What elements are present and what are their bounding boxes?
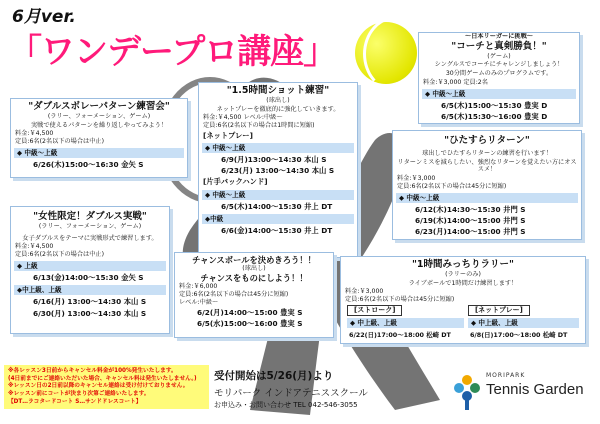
card-fee: 料金:￥4,500 レベル:中級～ — [203, 114, 283, 122]
card-fee: 料金:￥3,000 — [397, 175, 436, 183]
card-subtitle: (ラリーのみ) — [445, 270, 481, 278]
level-bar: ◆中上級、上級 — [14, 285, 166, 295]
card-description: シングルスでコーチにチャレンジしましょう！ — [434, 61, 564, 69]
level-bar: ◆ 上級 — [14, 261, 166, 271]
card-title: "ひたすらリターン" — [444, 135, 530, 146]
card-capacity: 定員:6名(2名以下の場合は中止) — [15, 251, 105, 259]
schedule-row[interactable]: 6/12(木)14:30～15:30 井門 S — [415, 204, 526, 214]
card-subtitle: (球出し) — [242, 265, 266, 273]
card-capacity: 定員:6名(2名以下の場合は45分に短縮) — [345, 296, 455, 304]
section-title-backhand: [片手バックハンド] — [203, 177, 268, 187]
logo-small-text: MORIPARK — [486, 372, 526, 379]
card-description: ネットプレーを徹底的に強化していきます。 — [216, 105, 340, 113]
card-coach-match[interactable] — [418, 32, 580, 124]
schedule-row[interactable]: 6/5(木)15:30～16:00 豊実 D — [441, 111, 548, 121]
card-description: 球出しでひたすらリターンの練習を行います！ — [422, 149, 552, 157]
column-header-netplay: [ネットプレー] — [468, 305, 530, 316]
card-fee: 料金:￥6,000 — [179, 283, 218, 291]
level-bar: ◆中級 — [202, 214, 354, 224]
card-description: リターンミスを減らしたい、強烈なリターンを覚えたい方にオススメ！ — [397, 158, 577, 174]
schedule-row[interactable]: 6/2(月)14:00～15:00 豊実 S — [197, 307, 303, 317]
note-line: 【DT…ラコタードコート S…サンドドレスコート】 — [8, 398, 142, 405]
card-title: "コーチと真剣勝負！" — [451, 40, 547, 52]
registration-start: 受付開始は5/26(月)より — [214, 370, 334, 382]
card-title-secondary: チャンスをものにしよう！！ — [200, 273, 308, 284]
note-line: ※レッスン日の2日前以降のキャンセル連絡は受け付けておりません。 — [8, 383, 189, 390]
card-description: 30分間ゲームのみのプログラムです。 — [445, 70, 553, 78]
column-header-stroke: [ストローク] — [347, 305, 402, 316]
schedule-row[interactable]: 6/30(月) 13:00～14:30 本山 S — [33, 308, 147, 318]
card-women-doubles[interactable] — [10, 206, 170, 334]
card-subtitle: (ラリー、フォーメーション、ゲーム) — [38, 222, 142, 230]
card-chance-ball[interactable] — [174, 252, 334, 338]
level-bar: ◆ 中級～上級 — [422, 89, 576, 99]
card-subtitle: (球出し) — [266, 96, 290, 104]
version-label: 6月ver. — [12, 7, 76, 27]
schedule-row[interactable]: 6/5(木)15:00～15:30 豊実 D — [441, 100, 548, 110]
card-subtitle: (ラリー、フォーメーション、ゲーム) — [47, 112, 151, 120]
schedule-row[interactable]: 6/9(月)13:00～14:30 本山 S — [221, 155, 327, 165]
note-line: ※レッスン前にコートが決まり次第ご連絡いたします。 — [8, 391, 150, 398]
schedule-row[interactable]: 6/6(金)14:00～15:30 井上 DT — [221, 226, 333, 236]
tree-logo-icon — [452, 372, 482, 412]
card-level: レベル:中級～ — [179, 298, 219, 306]
schedule-row[interactable]: 6/13(金)14:00～15:30 金矢 S — [33, 273, 144, 283]
card-capacity: 定員:6名(2名以下の場合は1時間に短縮) — [203, 122, 315, 130]
level-bar: ◆ 中級～上級 — [396, 193, 578, 203]
card-fee: 料金:￥4,500 — [15, 243, 54, 251]
schedule-row[interactable]: 6/23(月) 13:00～14:30 本山 S — [221, 166, 335, 176]
cancellation-notes — [4, 365, 209, 409]
schedule-row[interactable]: 6/5(水)15:00～16:00 豊実 S — [197, 318, 303, 328]
schedule-row[interactable]: 6/5(木)14:00～15:30 井上 DT — [221, 201, 333, 211]
card-title: チャンスボールを決めきろう！！ — [192, 255, 316, 265]
note-line: ※各レッスン3日前からキャンセル料金が100%発生いたします。 — [8, 368, 177, 374]
card-fee: 料金:￥3,000 定員:2名 — [423, 78, 488, 86]
level-bar: ◆ 中上級、上級 — [468, 318, 579, 328]
note-line: (4日前までにご連絡いただいた場合、キャンセル料は発生いたしません。) — [8, 375, 197, 382]
school-name: モリパーク インドアテニススクール — [214, 388, 368, 399]
card-capacity: 定員:6名(2名以下の場合は45分に短縮) — [397, 182, 507, 190]
card-shot-practice[interactable] — [198, 82, 358, 258]
card-subtitle: (ゲーム) — [487, 52, 511, 60]
schedule-row[interactable]: 6/16(月) 13:00～14:30 本山 S — [33, 297, 147, 307]
schedule-row[interactable]: 6/26(木)15:00～16:30 金矢 S — [33, 160, 144, 170]
card-title: "ダブルスボレーパターン練習会" — [28, 101, 170, 112]
contact-phone[interactable]: お申込み・お問い合わせ TEL 042-546-3055 — [214, 401, 358, 409]
schedule-row[interactable]: 6/19(木)14:00～15:00 井門 S — [415, 215, 526, 225]
schedule-row[interactable]: 6/22(日)17:00～18:00 松崎 DT — [349, 330, 451, 339]
card-capacity: 定員:6名(2名以下の場合は中止) — [15, 138, 105, 146]
level-bar: ◆ 中級～上級 — [202, 190, 354, 200]
level-bar: ◆ 中上級、上級 — [347, 318, 464, 328]
card-title: "1.5時間ショット練習" — [226, 85, 330, 96]
card-doubles-volley[interactable] — [10, 98, 188, 178]
card-tagline: ～日本リーガーに挑戦～ — [465, 33, 533, 40]
tennis-ball-icon — [355, 22, 417, 84]
schedule-row[interactable]: 6/23(月)14:00～15:00 井門 S — [415, 227, 526, 237]
card-title: "女性限定！ダブルス実戦" — [33, 211, 147, 222]
card-rally[interactable] — [340, 256, 586, 344]
card-capacity: 定員:6名(2名以下の場合は45分に短縮) — [179, 291, 289, 299]
card-fee: 料金:￥3,000 — [345, 288, 384, 296]
level-bar: ◆ 中級～上級 — [14, 148, 184, 158]
section-title-netplay: [ネットプレー] — [203, 130, 253, 140]
card-return-practice[interactable] — [392, 130, 582, 240]
page-title: 「ワンデープロ講座」 — [8, 32, 337, 72]
logo-brand-text: Tennis Garden — [486, 381, 584, 398]
schedule-row[interactable]: 6/8(日)17:00～18:00 松崎 DT — [469, 330, 568, 339]
level-bar: ◆ 中級～上級 — [202, 143, 354, 153]
card-fee: 料金:￥4,500 — [15, 130, 54, 138]
card-description: 実戦で使えるパターンを繰り返しやってみよう！ — [31, 121, 167, 129]
tennis-garden-logo — [452, 368, 592, 418]
card-description: ライブボールで1時間だけ練習します！ — [408, 279, 518, 287]
card-title: "1時間みっちりラリー" — [411, 259, 514, 270]
card-description: 女子ダブルスをテーマに実戦形式で練習します。 — [22, 234, 158, 242]
